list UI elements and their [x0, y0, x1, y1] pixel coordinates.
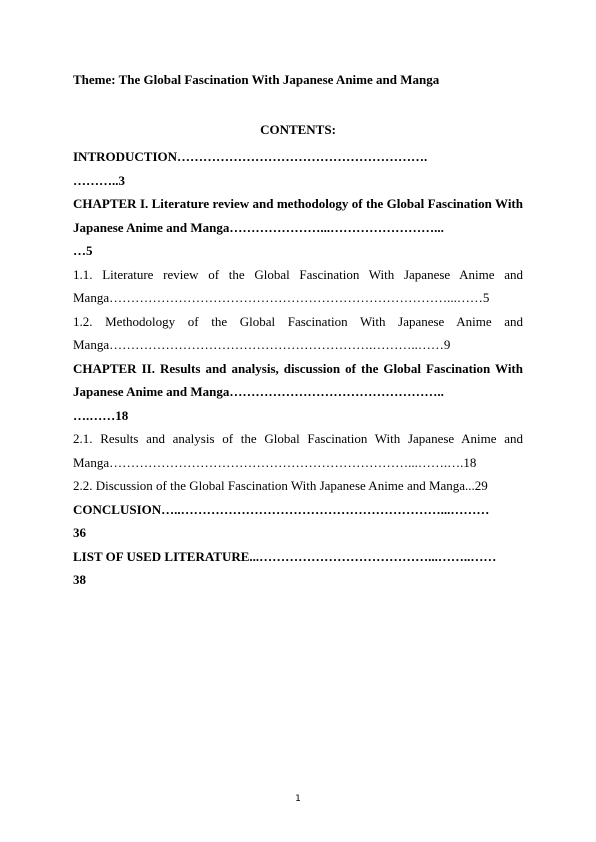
toc-entry-2-2 — [73, 474, 523, 498]
toc-entry-page: …5 — [73, 243, 93, 258]
toc-entry-1-1 — [73, 263, 523, 310]
contents-heading: CONTENTS: — [260, 122, 336, 137]
toc-entry-1-2 — [73, 310, 523, 357]
toc-entry-text: INTRODUCTION…………………………………………………. — [73, 149, 428, 164]
toc-entry-conclusion — [73, 498, 523, 545]
toc-entry-text: 1.2. Methodology of the Global Fascination With Japanese Anime and Manga…………………………………………………….………..……9 — [73, 313, 523, 352]
toc-entry-text: CHAPTER I. Literature review and methodology of the Global Fascination With Japanese Anime and Manga…………………...……………………... — [73, 196, 523, 235]
toc-entry-chapter-1 — [73, 192, 523, 263]
toc-entry-text: 1.1. Literature review of the Global Fascination With Japanese Anime and Manga……………………………………………………………………...……5 — [73, 266, 523, 305]
toc-entry-text: 2.2. Discussion of the Global Fascination With Japanese Anime and Manga...29 — [73, 478, 488, 493]
toc-entry-literature — [73, 545, 523, 592]
toc-entry-page: 36 — [73, 525, 86, 540]
toc-entry-page: 38 — [73, 572, 86, 587]
toc-entry-text: 2.1. Results and analysis of the Global Fascination With Japanese Anime and Manga……………………………………………………………...…….….18 — [73, 431, 523, 470]
toc-entry-text: LIST OF USED LITERATURE...…………………………………...……..…… — [73, 548, 497, 564]
toc-entry-2-1 — [73, 427, 523, 474]
document-theme-title: Theme: The Global Fascination With Japanese Anime and Manga — [73, 72, 440, 87]
table-of-contents — [73, 145, 523, 592]
toc-entry-introduction — [73, 145, 523, 192]
toc-entry-page: ………..3 — [73, 172, 125, 188]
toc-entry-page: ….……18 — [73, 407, 129, 423]
toc-entry-text: CHAPTER II. Results and analysis, discussion of the Global Fascination With Japanese Anime and Manga………………………………………….. — [73, 360, 523, 399]
page-number: 1 — [295, 794, 301, 804]
toc-entry-chapter-2 — [73, 357, 523, 428]
toc-entry-text: CONCLUSION…..……………………………………………………...……… — [73, 501, 490, 517]
